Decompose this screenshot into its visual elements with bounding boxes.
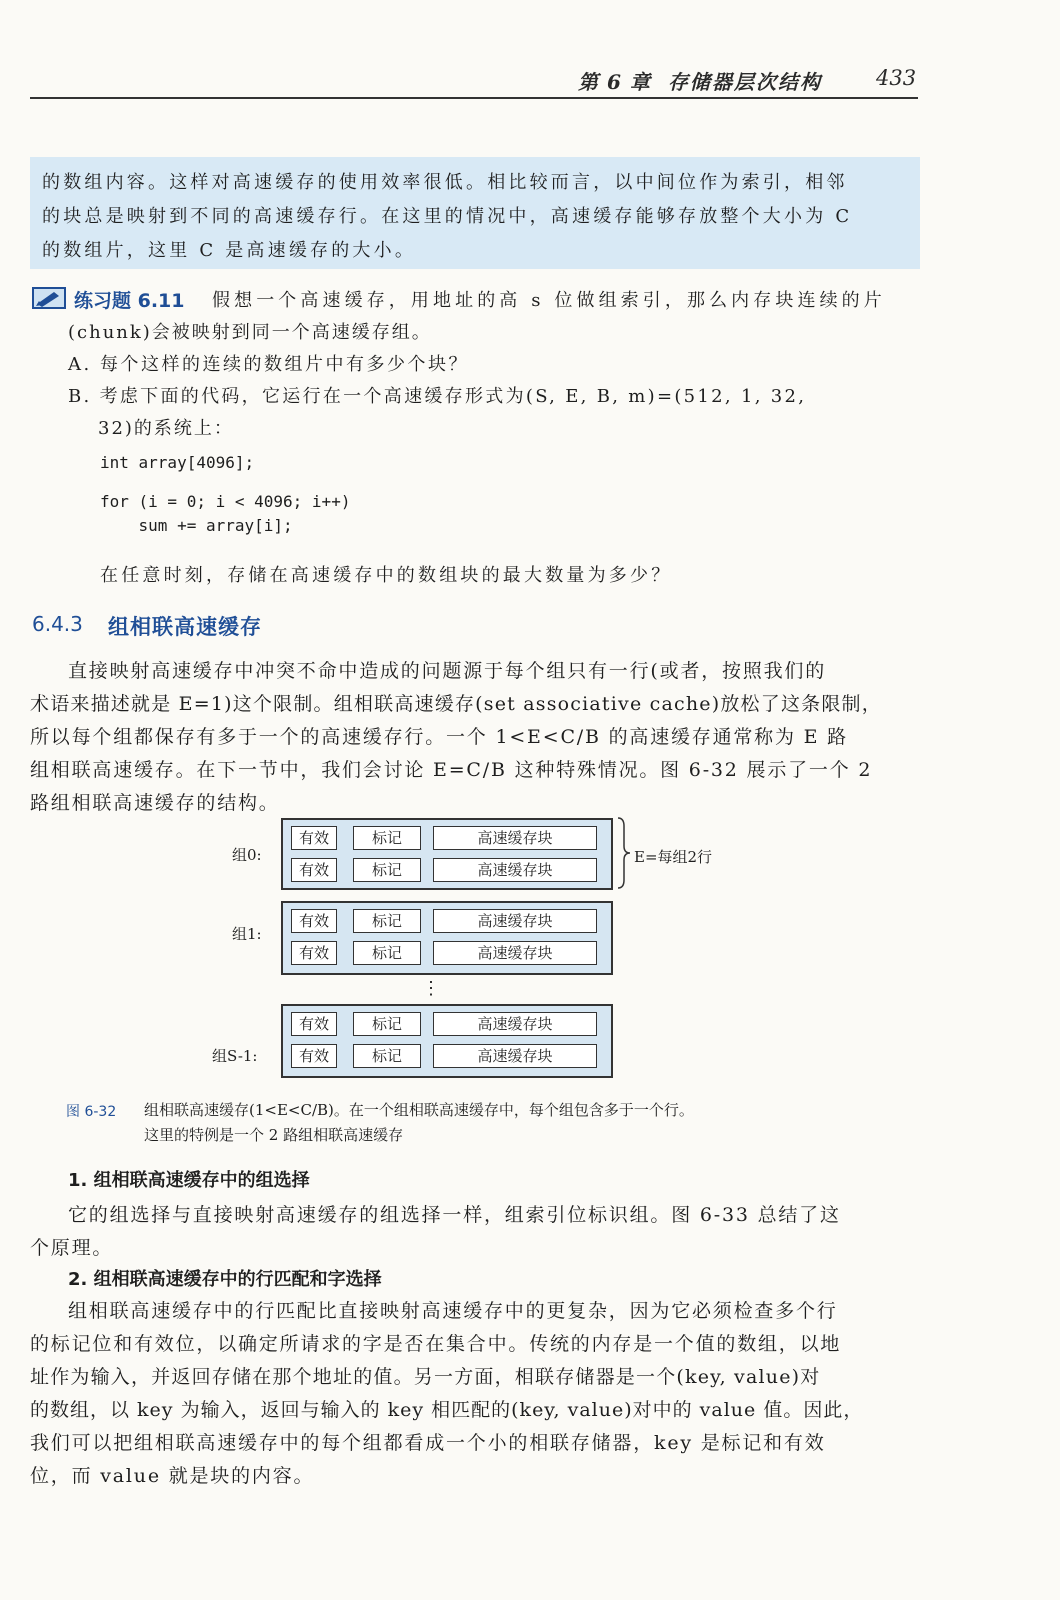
subsection-heading: 1. 组相联高速缓存中的组选择: [68, 1170, 310, 1191]
figure-caption: 组相联高速缓存(1<E<C/B)。在一个组相联高速缓存中，每个组包含多于一个行。: [144, 1101, 694, 1119]
group-label: 组S-1:: [212, 1047, 258, 1065]
tag-cell: 标记: [353, 858, 421, 882]
cache-set: [281, 1004, 613, 1078]
tag-cell: 标记: [353, 909, 421, 933]
tag-cell: 标记: [353, 1012, 421, 1036]
exercise-part-a: A. 每个这样的连续的数组片中有多少个块？: [68, 354, 469, 375]
body-line: 组相联高速缓存中的行匹配比直接映射高速缓存中的更复杂，因为它必须检查多个行: [68, 1300, 838, 1322]
aside-line: 的数组片，这里 C 是高速缓存的大小。: [42, 240, 417, 261]
valid-bit-cell: 有效: [291, 909, 337, 933]
cache-block-cell: 高速缓存块: [433, 941, 597, 965]
body-line: 直接映射高速缓存中冲突不命中造成的问题源于每个组只有一行(或者，按照我们的: [68, 660, 827, 682]
body-line: 的标记位和有效位，以确定所请求的字是否在集合中。传统的内存是一个值的数组，以地: [30, 1333, 842, 1355]
valid-bit-cell: 有效: [291, 858, 337, 882]
page-number: 433: [876, 66, 917, 90]
tag-cell: 标记: [353, 941, 421, 965]
code-line: sum += array[i];: [100, 516, 293, 535]
exercise-part-b: B. 考虑下面的代码，它运行在一个高速缓存形式为(S, E, B, m)=(512, 1, 32,: [68, 386, 807, 407]
cache-block-cell: 高速缓存块: [433, 1012, 597, 1036]
figure-number: 图 6-32: [66, 1104, 117, 1120]
cache-block-cell: 高速缓存块: [433, 858, 597, 882]
ellipsis: ⋮: [422, 978, 440, 999]
chapter-label: 第 6 章: [578, 70, 651, 94]
exercise-text: 假想一个高速缓存，用地址的高 s 位做组索引，那么内存块连续的片: [212, 290, 886, 311]
valid-bit-cell: 有效: [291, 1044, 337, 1068]
code-line: int array[4096];: [100, 453, 255, 472]
section-number: 6.4.3: [32, 612, 83, 636]
tag-cell: 标记: [353, 1044, 421, 1068]
body-line: 它的组选择与直接映射高速缓存的组选择一样，组索引位标识组。图 6-33 总结了这: [68, 1204, 841, 1226]
group-label: 组0:: [232, 846, 262, 864]
body-line: 的数组，以 key 为输入，返回与输入的 key 相匹配的(key, value)对中的 value 值。因此，: [30, 1399, 864, 1421]
valid-bit-cell: 有效: [291, 1012, 337, 1036]
subsection-heading: 2. 组相联高速缓存中的行匹配和字选择: [68, 1269, 382, 1290]
body-line: 个原理。: [30, 1237, 114, 1259]
header-rule: [30, 97, 918, 99]
section-title: 组相联高速缓存: [108, 615, 262, 639]
figure-caption: 这里的特例是一个 2 路组相联高速缓存: [144, 1126, 404, 1144]
body-line: 组相联高速缓存。在下一节中，我们会讨论 E=C/B 这种特殊情况。图 6-32 展示了一个 2: [30, 759, 873, 781]
exercise-part-b-cont: 32)的系统上：: [98, 418, 234, 439]
body-line: 我们可以把组相联高速缓存中的每个组都看成一个小的相联存储器，key 是标记和有效: [30, 1432, 826, 1454]
body-line: 位，而 value 就是块的内容。: [30, 1465, 315, 1487]
cache-block-cell: 高速缓存块: [433, 826, 597, 850]
cache-set: [281, 818, 613, 890]
chapter-title: 存储器层次结构: [668, 70, 822, 94]
cache-set: [281, 901, 613, 975]
body-line: 路组相联高速缓存的结构。: [30, 792, 280, 814]
body-line: 所以每个组都保存有多于一个的高速缓存行。一个 1<E<C/B 的高速缓存通常称为 E 路: [30, 726, 848, 748]
cache-block-cell: 高速缓存块: [433, 1044, 597, 1068]
valid-bit-cell: 有效: [291, 941, 337, 965]
tag-cell: 标记: [353, 826, 421, 850]
group-label: 组1:: [232, 925, 262, 943]
aside-line: 的数组内容。这样对高速缓存的使用效率很低。相比较而言，以中间位作为索引，相邻: [42, 172, 848, 193]
aside-line: 的块总是映射到不同的高速缓存行。在这里的情况中，高速缓存能够存放整个大小为 C: [42, 206, 853, 227]
exercise-text: (chunk)会被映射到同一个高速缓存组。: [68, 322, 432, 343]
body-line: 址作为输入，并返回存储在那个地址的值。另一方面，相联存储器是一个(key, value)对: [30, 1366, 821, 1388]
code-line: for (i = 0; i < 4096; i++): [100, 492, 351, 511]
brace-label: E=每组2行: [634, 848, 713, 866]
pencil-icon: [32, 287, 66, 309]
exercise-label: 练习题 6.11: [74, 290, 185, 312]
body-line: 术语来描述就是 E=1)这个限制。组相联高速缓存(set associative cache)放松了这条限制，: [30, 693, 882, 715]
brace-icon: [616, 816, 632, 890]
valid-bit-cell: 有效: [291, 826, 337, 850]
exercise-question: 在任意时刻，存储在高速缓存中的数组块的最大数量为多少？: [100, 565, 673, 586]
cache-block-cell: 高速缓存块: [433, 909, 597, 933]
